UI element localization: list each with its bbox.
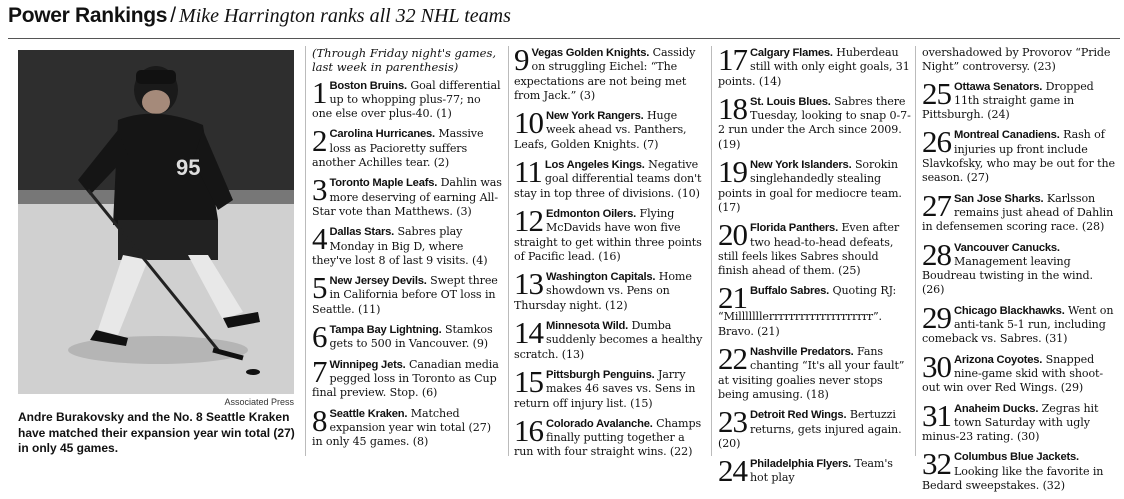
team-name: Colorado Avalanche. xyxy=(546,417,653,430)
ranking-entry xyxy=(312,402,504,450)
rank-number: 12 xyxy=(514,202,543,238)
team-name: Toronto Maple Leafs. xyxy=(329,177,438,190)
team-name: Carolina Hurricanes. xyxy=(329,128,435,141)
rankings-column-2 xyxy=(514,42,706,466)
ranking-note: Even after two head-to-head defeats, still feels likes Sabres should finish ahead of them. (25) xyxy=(718,221,900,278)
team-name: Vegas Golden Knights. xyxy=(531,47,650,59)
team-name: Calgary Flames. xyxy=(750,47,833,59)
ranking-entry xyxy=(514,202,706,264)
rank-number: 14 xyxy=(514,315,543,351)
team-name: Tampa Bay Lightning. xyxy=(329,324,442,337)
rank-number: 1 xyxy=(312,74,327,110)
ranking-entry xyxy=(312,353,504,401)
rank-number: 24 xyxy=(718,453,747,489)
ranking-note: Sabres there Tuesday, looking to snap 0-7-2 run under the Arch since 2009. (19) xyxy=(718,94,911,151)
team-name: Pittsburgh Penguins. xyxy=(546,368,655,381)
rank-number: 10 xyxy=(514,105,543,141)
ranking-entry xyxy=(922,446,1118,493)
team-name: Columbus Blue Jackets. xyxy=(954,451,1079,464)
rank-number: 20 xyxy=(718,217,747,253)
ranking-note: Team's hot play xyxy=(750,457,893,485)
ranking-entry xyxy=(514,412,706,460)
rank-number: 21 xyxy=(718,280,747,316)
rank-number: 27 xyxy=(922,187,951,223)
rank-number: 15 xyxy=(514,363,543,399)
ranking-note: Massive loss as Pacioretty suffers another Achilles tear. (2) xyxy=(312,127,484,170)
ranking-note: Snapped nine-game skid with shoot-out win over Red Wings. (29) xyxy=(922,352,1104,395)
ranking-note: Flying McDavids have won five straight to get within three points of Pacific lead. (16) xyxy=(514,206,702,263)
team-name: Chicago Blackhawks. xyxy=(954,304,1065,317)
rank-number: 2 xyxy=(312,123,327,159)
team-name: Edmonton Oilers. xyxy=(546,207,637,220)
header-slash: / xyxy=(170,4,177,27)
team-name: Ottawa Senators. xyxy=(954,80,1043,93)
ranking-entry xyxy=(514,315,706,362)
ranking-note: Karlsson remains just ahead of Dahlin in defensemen scoring race. (28) xyxy=(922,191,1114,234)
photo-caption: Andre Burakovsky and the No. 8 Seattle Kraken have matched their expansion year win total (27) in only 45 games. xyxy=(18,410,295,455)
ranking-continuation: overshadowed by Provorov “Pride Night” controversy. (23) xyxy=(922,46,1111,74)
rank-number: 4 xyxy=(312,221,327,257)
rank-number: 3 xyxy=(312,172,327,208)
rank-number: 11 xyxy=(514,154,542,190)
team-name: Vancouver Canucks. xyxy=(954,241,1060,254)
ranking-note: Fans chanting “It's all your fault” at visiting goalies never stops being amusing. (18) xyxy=(718,345,905,401)
ranking-note: Champs finally putting together a run with four straight wins. (22) xyxy=(514,416,702,459)
ranking-entry xyxy=(514,105,706,152)
ranking-note: Goal differential up to whopping plus-77; no one else over plus-40. (1) xyxy=(312,78,501,121)
team-name: Dallas Stars. xyxy=(329,226,395,239)
ranking-entry xyxy=(922,348,1118,396)
rank-number: 19 xyxy=(718,154,747,190)
rank-number: 23 xyxy=(718,404,747,440)
rankings-column-4 xyxy=(922,46,1118,499)
rank-number: 29 xyxy=(922,299,951,335)
column-divider xyxy=(711,46,712,456)
column-divider xyxy=(915,46,916,456)
team-name: Boston Bruins. xyxy=(329,79,407,92)
ranking-note: Went on anti-tank 5-1 run, including comeback vs. Sabres. (31) xyxy=(922,303,1114,346)
ranking-note: Matched expansion year win total (27) in only 45 games. (8) xyxy=(312,406,491,449)
rank-number: 25 xyxy=(922,75,951,111)
team-name: Washington Capitals. xyxy=(546,271,656,284)
ranking-note: Huberdeau still with only eight goals, 31 points. (14) xyxy=(718,46,910,88)
rank-number: 22 xyxy=(718,341,747,377)
team-name: Montreal Canadiens. xyxy=(954,129,1060,142)
ranking-note: Sorokin singlehandedly stealing points in goal for mediocre team. (17) xyxy=(718,158,902,214)
rank-number: 9 xyxy=(514,42,529,77)
ranking-entry xyxy=(922,124,1118,185)
team-name: Detroit Red Wings. xyxy=(750,409,847,422)
team-name: Los Angeles Kings. xyxy=(544,159,645,172)
rank-number: 28 xyxy=(922,236,951,272)
ranking-note: Cassidy on struggling Eichel: “The expectations are not being met from Jack.” (3) xyxy=(514,46,696,102)
rank-number: 13 xyxy=(514,266,543,302)
team-name: New Jersey Devils. xyxy=(329,275,427,288)
ranking-entry xyxy=(922,75,1118,123)
team-name: St. Louis Blues. xyxy=(750,95,831,108)
photo-credit: Associated Press xyxy=(224,397,294,407)
rank-number: 32 xyxy=(922,446,951,482)
ranking-entry xyxy=(312,221,504,268)
ranking-entry xyxy=(718,154,912,215)
ranking-note: Home showdown vs. Pens on Thursday night. (12) xyxy=(514,270,692,312)
hockey-player-illustration xyxy=(18,50,294,394)
ranking-entry xyxy=(312,270,504,317)
ranking-entry xyxy=(718,341,912,402)
team-name: Philadelphia Flyers. xyxy=(750,458,852,471)
ranking-note: Jarry makes 46 saves vs. Sens in return off injury list. (15) xyxy=(514,367,696,410)
team-name: New York Rangers. xyxy=(546,110,644,123)
ranking-note: Bertuzzi returns, gets injured again. (20) xyxy=(718,408,902,450)
ranking-entry xyxy=(718,42,912,89)
ranking-note: Rash of injuries up front include Slavkofsky, who may be out for the season. (27) xyxy=(922,128,1115,185)
ranking-entry xyxy=(514,154,706,201)
ranking-note: Huge week ahead vs. Panthers, Leafs, Golden Knights. (7) xyxy=(514,109,687,151)
ranking-note: Dropped 11th straight game in Pittsburgh. (24) xyxy=(922,79,1094,122)
header-rule xyxy=(8,38,1120,39)
ranking-entry xyxy=(312,74,504,122)
ranking-note: Looking like the favorite in Bedard sweepstakes. (32) xyxy=(922,464,1104,493)
team-name: Winnipeg Jets. xyxy=(329,358,406,371)
team-name: Seattle Kraken. xyxy=(329,407,408,420)
ranking-entry xyxy=(514,266,706,313)
ranking-entry xyxy=(718,90,912,152)
ranking-note: Stamkos gets to 500 in Vancouver. (9) xyxy=(329,323,493,351)
ranking-note: Dahlin was more deserving of earning All-Star vote than Matthews. (3) xyxy=(312,176,502,218)
ranking-note: Negative goal differential teams don't stay in top three of divisions. (10) xyxy=(514,158,702,200)
rank-number: 18 xyxy=(718,90,747,126)
rank-number: 17 xyxy=(718,42,747,77)
team-name: Anaheim Ducks. xyxy=(954,402,1039,415)
ranking-entry xyxy=(922,187,1118,235)
ranking-note: Zegras hit town Saturday with ugly minus-23 rating. (30) xyxy=(922,401,1099,444)
ranking-entry xyxy=(718,280,912,339)
ranking-entry xyxy=(312,123,504,170)
ranking-note: Sabres play Monday in Big D, where they've lost 8 of last 9 visits. (4) xyxy=(312,225,488,267)
rankings-intro: (Through Friday night's games, last week in parenthesis) xyxy=(312,46,497,75)
jersey-number: 95 xyxy=(176,155,201,180)
rank-number: 8 xyxy=(312,402,327,438)
ranking-entry xyxy=(312,319,504,355)
team-name: New York Islanders. xyxy=(750,159,852,172)
rank-number: 7 xyxy=(312,353,327,389)
ranking-note: Management leaving Boudreau twisting in the wind. (26) xyxy=(922,254,1093,297)
section-subtitle: Mike Harrington ranks all 32 NHL teams xyxy=(179,5,511,27)
section-title: Power Rankings xyxy=(8,4,168,27)
ranking-entry xyxy=(514,42,706,103)
rankings-column-3 xyxy=(718,42,912,492)
column-divider xyxy=(305,46,306,456)
team-name: Arizona Coyotes. xyxy=(954,353,1043,366)
team-name: Buffalo Sabres. xyxy=(750,285,830,298)
rankings-column-1 xyxy=(312,46,504,455)
rank-number: 16 xyxy=(514,412,543,448)
rank-number: 31 xyxy=(922,397,951,433)
ranking-note: Canadian media pegged loss in Toronto as Cup final preview. Stop. (6) xyxy=(312,357,499,400)
ranking-entry xyxy=(922,397,1118,445)
ranking-entry xyxy=(514,363,706,411)
ranking-entry xyxy=(718,453,912,489)
rank-number: 30 xyxy=(922,348,951,384)
team-name: San Jose Sharks. xyxy=(954,192,1044,205)
team-name: Minnesota Wild. xyxy=(546,320,629,333)
ranking-entry xyxy=(718,404,912,451)
ranking-entry xyxy=(718,217,912,278)
column-divider xyxy=(508,46,509,456)
rank-number: 6 xyxy=(312,319,327,355)
ranking-entry xyxy=(312,172,504,219)
team-name: Florida Panthers. xyxy=(750,222,838,235)
player-photo xyxy=(18,50,294,394)
ranking-note: Dumba suddenly becomes a healthy scratch. (13) xyxy=(514,319,703,361)
rank-number: 26 xyxy=(922,124,951,160)
ranking-entry xyxy=(922,299,1118,347)
team-name: Nashville Predators. xyxy=(750,346,854,359)
ranking-note: Swept three in California before OT loss in Seattle. (11) xyxy=(312,274,498,316)
ranking-note: Quoting RJ: “Milllllllerrrrrrrrrrrrrrrrrrrr”. Bravo. (21) xyxy=(718,284,897,338)
ranking-entry xyxy=(922,236,1118,298)
rank-number: 5 xyxy=(312,270,327,306)
page-header xyxy=(8,4,1118,34)
